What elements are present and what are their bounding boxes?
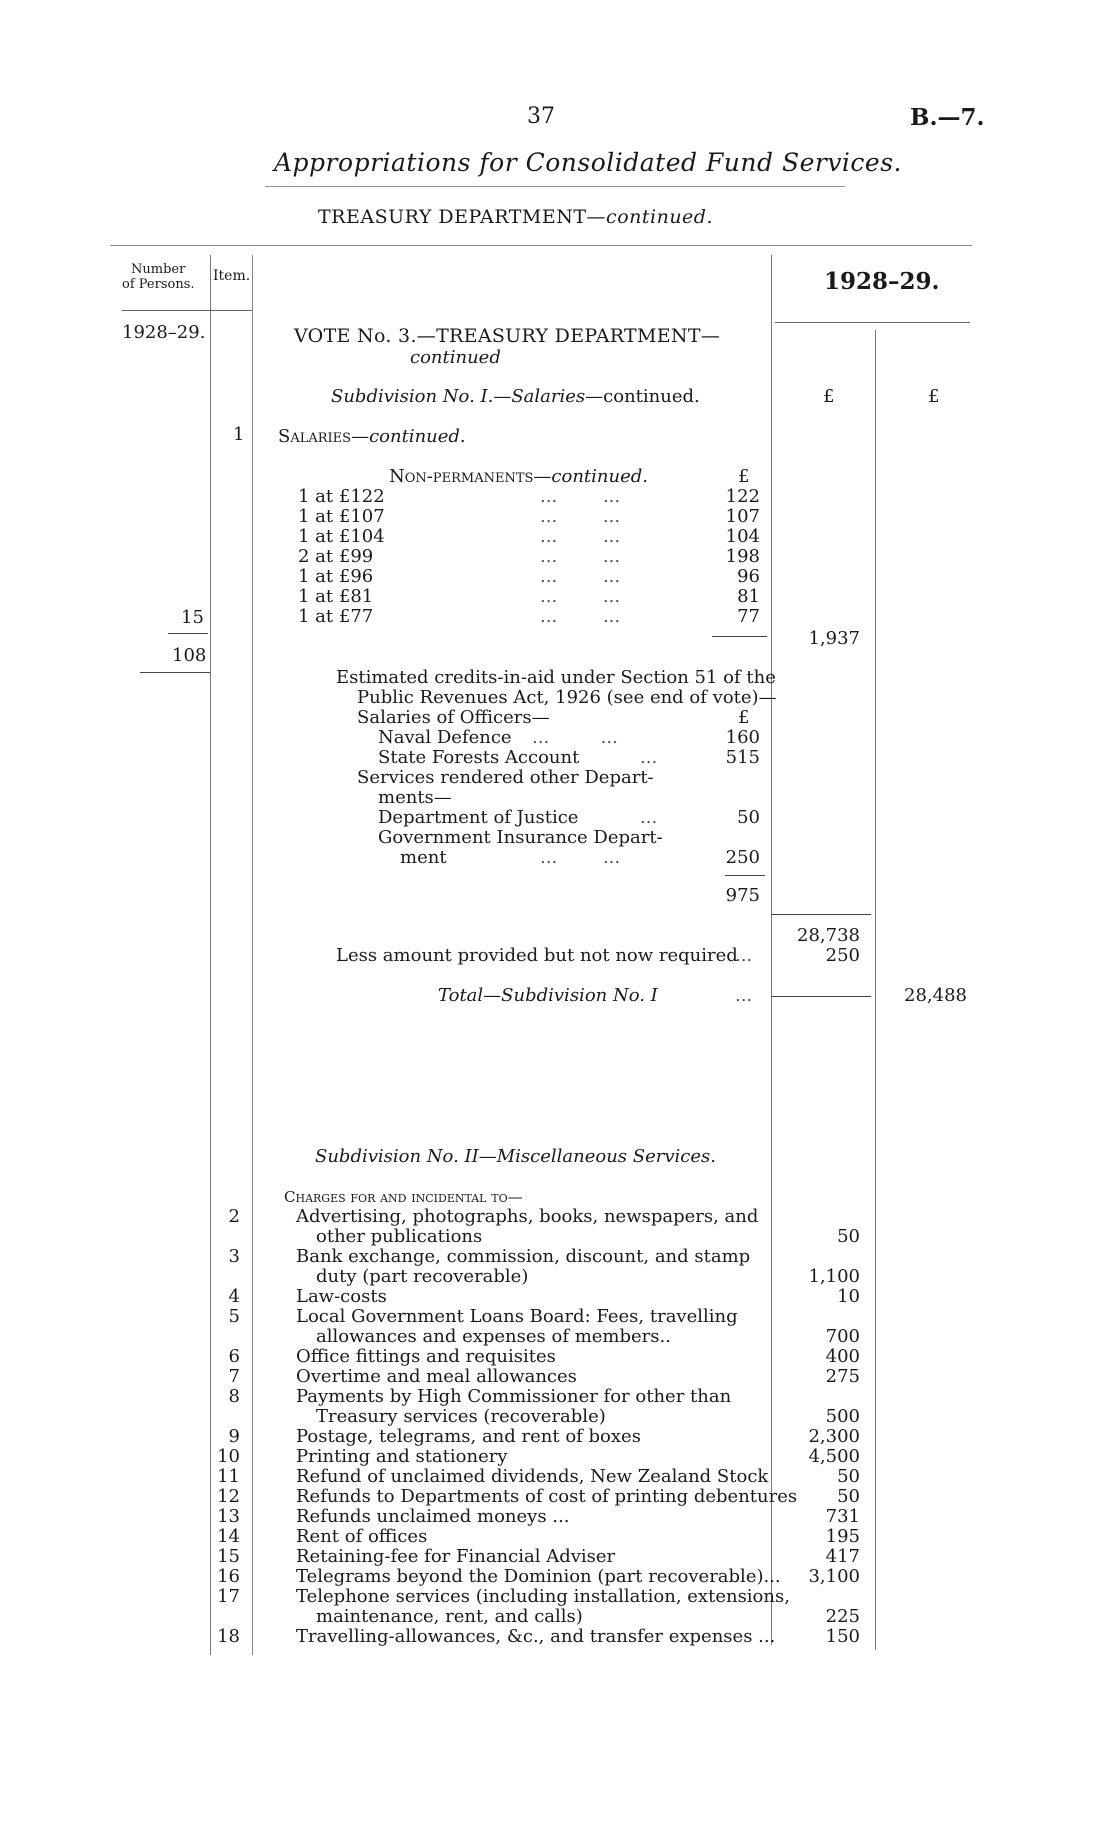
misc-item-number: 3 bbox=[228, 1246, 240, 1267]
salary-row-leader: ... ... bbox=[540, 486, 621, 507]
title-rule bbox=[265, 186, 845, 187]
misc-item-text: maintenance, rent, and calls) bbox=[316, 1606, 583, 1627]
misc-item-value: 50 bbox=[837, 1486, 860, 1507]
salary-row-leader: ... ... bbox=[540, 586, 621, 607]
subdivision-1-total-leader: ... bbox=[735, 985, 753, 1006]
insurance-line-2: ment bbox=[400, 847, 447, 868]
misc-item-number: 5 bbox=[228, 1306, 240, 1327]
salary-row-value: 81 bbox=[737, 586, 760, 607]
salary-row-label: 1 at £77 bbox=[298, 606, 374, 627]
misc-item-number: 4 bbox=[228, 1286, 240, 1307]
misc-item-text: Local Government Loans Board: Fees, travelling bbox=[296, 1306, 738, 1327]
state-forests-leader: ... bbox=[640, 747, 658, 768]
credits-line-1: Estimated credits-in-aid under Section 51 of the bbox=[336, 667, 776, 688]
vote-continued: continued bbox=[410, 347, 501, 368]
misc-item-text: Refunds to Departments of cost of printing debentures bbox=[296, 1486, 798, 1507]
salary-row-value: 96 bbox=[737, 566, 760, 587]
misc-item-number: 7 bbox=[228, 1366, 240, 1387]
misc-item-value: 400 bbox=[825, 1346, 860, 1367]
salary-row-value: 104 bbox=[725, 526, 760, 547]
salary-row-value: 122 bbox=[725, 486, 760, 507]
salaries-of-officers: Salaries of Officers— bbox=[357, 707, 550, 728]
charges-heading: Charges for and incidental to— bbox=[284, 1188, 523, 1206]
misc-item-value: 731 bbox=[825, 1506, 860, 1527]
misc-item-number: 13 bbox=[217, 1506, 240, 1527]
persons-count: 15 bbox=[181, 607, 204, 628]
misc-item-text: Advertising, photographs, books, newspapers, and bbox=[296, 1206, 759, 1227]
credits-sum-rule bbox=[725, 875, 765, 876]
subdivision-1-total-label: Total—Subdivision No. I bbox=[438, 985, 658, 1006]
persons-header-2: of Persons. bbox=[122, 277, 195, 292]
misc-item-text: Telephone services (including installation, extensions, bbox=[296, 1586, 790, 1607]
misc-item-text: Overtime and meal allowances bbox=[296, 1366, 577, 1387]
misc-item-number: 11 bbox=[217, 1466, 240, 1487]
misc-item-value: 4,500 bbox=[808, 1446, 860, 1467]
gross-total: 28,738 bbox=[797, 925, 860, 946]
salaries-heading bbox=[278, 426, 466, 447]
salary-row-value: 198 bbox=[725, 546, 760, 567]
page-number: 37 bbox=[527, 104, 555, 129]
misc-item-number: 14 bbox=[217, 1526, 240, 1547]
misc-item-value: 275 bbox=[825, 1366, 860, 1387]
rule-item-desc bbox=[252, 255, 253, 1655]
misc-item-number: 15 bbox=[217, 1546, 240, 1567]
header-rule bbox=[110, 245, 972, 246]
persons-total: 108 bbox=[172, 645, 207, 666]
misc-item-text: Law-costs bbox=[296, 1286, 387, 1307]
misc-item-number: 10 bbox=[217, 1446, 240, 1467]
naval-defence-label: Naval Defence bbox=[378, 727, 512, 748]
salaries-subtotal: 1,937 bbox=[808, 628, 860, 649]
misc-item-number: 6 bbox=[228, 1346, 240, 1367]
misc-item-text: Refunds unclaimed moneys ... bbox=[296, 1506, 570, 1527]
salary-row-leader: ... ... bbox=[540, 506, 621, 527]
salary-row-leader: ... ... bbox=[540, 566, 621, 587]
misc-item-value: 700 bbox=[825, 1326, 860, 1347]
misc-item-value: 1,100 bbox=[808, 1266, 860, 1287]
misc-item-number: 17 bbox=[217, 1586, 240, 1607]
justice-value: 50 bbox=[737, 807, 760, 828]
misc-item-text: Treasury services (recoverable) bbox=[316, 1406, 606, 1427]
amount-pound-header: £ bbox=[823, 386, 835, 407]
insurance-value: 250 bbox=[725, 847, 760, 868]
page-title: Appropriations for Consolidated Fund Services. bbox=[274, 148, 903, 177]
misc-item-text: Telegrams beyond the Dominion (part recoverable)... bbox=[296, 1566, 781, 1587]
misc-item-number: 18 bbox=[217, 1626, 240, 1647]
misc-item-value: 50 bbox=[837, 1226, 860, 1247]
subdivision-1-heading-tail: —continued. bbox=[585, 386, 700, 407]
subdivision-1-total-value: 28,488 bbox=[904, 985, 967, 1006]
rule-amount-total bbox=[875, 330, 876, 1650]
rule-year-under bbox=[775, 322, 970, 323]
services-line-1: Services rendered other Depart- bbox=[357, 767, 654, 788]
misc-item-text: Payments by High Commissioner for other than bbox=[296, 1386, 732, 1407]
year-header: 1928–29. bbox=[824, 268, 940, 295]
salary-row-label: 1 at £107 bbox=[298, 506, 385, 527]
misc-item-text: Bank exchange, commission, discount, and stamp bbox=[296, 1246, 751, 1267]
persons-total-rule bbox=[168, 633, 208, 634]
persons-header-1: Number bbox=[131, 262, 186, 277]
misc-item-text: Printing and stationery bbox=[296, 1446, 508, 1467]
less-label: Less amount provided but not now required bbox=[336, 945, 738, 966]
department-name: TREASURY DEPARTMENT bbox=[318, 206, 587, 228]
misc-item-value: 10 bbox=[837, 1286, 860, 1307]
misc-item-text: duty (part recoverable) bbox=[316, 1266, 529, 1287]
subdivision-2-heading: Subdivision No. II—Miscellaneous Services. bbox=[315, 1146, 716, 1167]
rule-header-bottom bbox=[122, 310, 252, 311]
misc-item-text: Refund of unclaimed dividends, New Zealand Stock bbox=[296, 1466, 769, 1487]
credits-line-2: Public Revenues Act, 1926 (see end of vote)— bbox=[357, 687, 777, 708]
credits-total: 975 bbox=[725, 885, 760, 906]
justice-leader: ... bbox=[640, 807, 658, 828]
misc-item-value: 195 bbox=[825, 1526, 860, 1547]
item-header: Item. bbox=[213, 268, 251, 284]
item-number-1: 1 bbox=[233, 424, 245, 445]
persons-year: 1928–29. bbox=[122, 322, 206, 343]
credits-bottom-rule bbox=[771, 914, 871, 915]
misc-item-value: 2,300 bbox=[808, 1426, 860, 1447]
misc-item-text: Travelling-allowances, &c., and transfer expenses ... bbox=[296, 1626, 776, 1647]
misc-item-text: Rent of offices bbox=[296, 1526, 428, 1547]
department-title bbox=[318, 206, 713, 228]
misc-item-value: 417 bbox=[825, 1546, 860, 1567]
misc-item-number: 2 bbox=[228, 1206, 240, 1227]
justice-label: Department of Justice bbox=[378, 807, 579, 828]
misc-item-text: Office fittings and requisites bbox=[296, 1346, 556, 1367]
misc-item-value: 150 bbox=[825, 1626, 860, 1647]
misc-item-text: other publications bbox=[316, 1226, 483, 1247]
rule-desc-amount bbox=[771, 255, 772, 1645]
less-value: 250 bbox=[825, 945, 860, 966]
state-forests-label: State Forests Account bbox=[378, 747, 580, 768]
subdivision-1-heading-text: Subdivision No. I.—Salaries bbox=[331, 386, 586, 407]
salary-row-label: 1 at £96 bbox=[298, 566, 374, 587]
less-leader: ... bbox=[735, 945, 753, 966]
misc-item-text: Postage, telegrams, and rent of boxes bbox=[296, 1426, 641, 1447]
salary-row-leader: ... ... bbox=[540, 606, 621, 627]
salary-row-label: 2 at £99 bbox=[298, 546, 374, 567]
misc-item-number: 9 bbox=[228, 1426, 240, 1447]
misc-item-text: allowances and expenses of members.. bbox=[316, 1326, 671, 1347]
nonpermanents-pound: £ bbox=[738, 466, 750, 487]
insurance-leader: ... ... bbox=[540, 847, 621, 868]
misc-item-value: 3,100 bbox=[808, 1566, 860, 1587]
state-forests-value: 515 bbox=[725, 747, 760, 768]
salaries-sum-rule bbox=[712, 636, 767, 637]
salary-row-leader: ... ... bbox=[540, 526, 621, 547]
naval-defence-value: 160 bbox=[725, 727, 760, 748]
salary-row-label: 1 at £122 bbox=[298, 486, 385, 507]
salary-row-label: 1 at £81 bbox=[298, 586, 374, 607]
nonpermanents-continued: —continued. bbox=[533, 466, 648, 487]
insurance-line-1: Government Insurance Depart- bbox=[378, 827, 663, 848]
nonpermanents-heading bbox=[389, 466, 648, 487]
salary-row-leader: ... ... bbox=[540, 546, 621, 567]
subdivision-1-total-rule bbox=[771, 996, 871, 997]
misc-item-number: 12 bbox=[217, 1486, 240, 1507]
misc-item-text: Retaining-fee for Financial Adviser bbox=[296, 1546, 616, 1567]
persons-bottom-rule bbox=[140, 672, 210, 673]
misc-item-number: 16 bbox=[217, 1566, 240, 1587]
salary-row-value: 77 bbox=[737, 606, 760, 627]
department-suffix: —continued. bbox=[586, 206, 713, 228]
salary-row-label: 1 at £104 bbox=[298, 526, 385, 547]
salaries-label: Salaries bbox=[278, 426, 352, 447]
naval-defence-leader: ... ... bbox=[532, 727, 618, 748]
nonpermanents-label: Non-permanents bbox=[389, 466, 534, 487]
total-pound-header: £ bbox=[928, 386, 940, 407]
misc-item-value: 50 bbox=[837, 1466, 860, 1487]
salary-row-value: 107 bbox=[725, 506, 760, 527]
misc-item-number: 8 bbox=[228, 1386, 240, 1407]
document-reference: B.—7. bbox=[910, 104, 985, 131]
misc-item-value: 500 bbox=[825, 1406, 860, 1427]
misc-item-value: 225 bbox=[825, 1606, 860, 1627]
subdivision-1-heading bbox=[331, 386, 700, 407]
services-line-2: ments— bbox=[378, 787, 452, 808]
vote-title: VOTE No. 3.—TREASURY DEPARTMENT— bbox=[294, 325, 721, 347]
salaries-continued: —continued. bbox=[351, 426, 466, 447]
credits-pound: £ bbox=[738, 707, 750, 728]
